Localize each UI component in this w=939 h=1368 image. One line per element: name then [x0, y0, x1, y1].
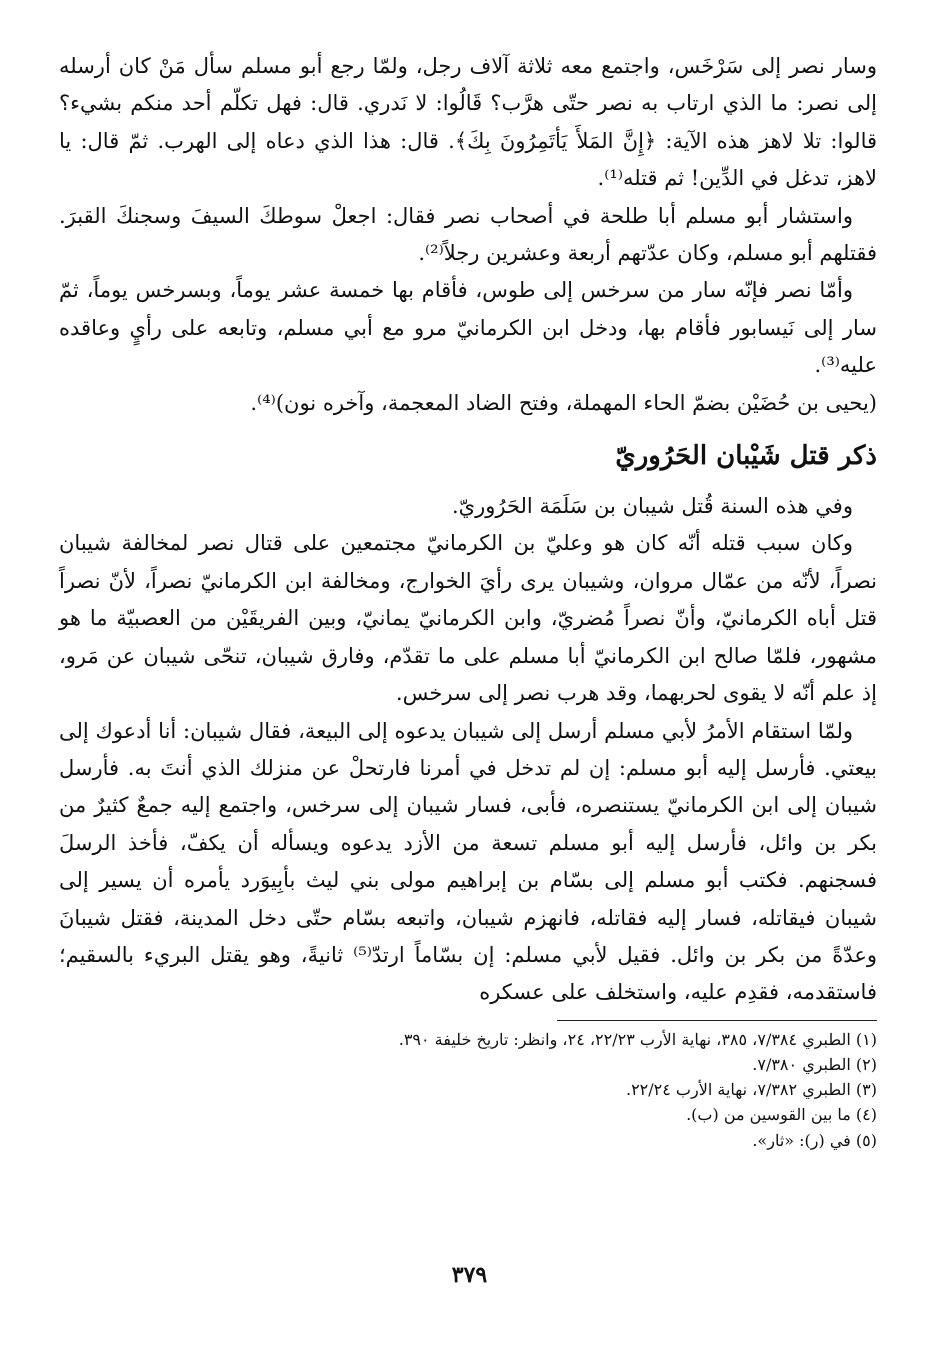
- paragraph-shayban-killed: وفي هذه السنة قُتل شيبان بن سَلَمَة الحَرُوريّ.: [452, 494, 853, 519]
- page-number: ٣٧٩: [451, 1262, 488, 1288]
- section-heading: ذكر قتل شَيْبان الحَرُوريّ: [615, 441, 877, 472]
- paragraph-nasr-to-tus: وأمّا نصر فإنّه سار من سرخس إلى طوس، فأقام بها خمسة عشر يوماً، وبسرخس يوماً، ثمّ سار إلى نَيسابور فأقام بها، ودخل ابن الكرمانيّ مرو مع أبي مسلم، وتابعه على رأيٍ وعاقده عليه⁽³⁾.: [59, 278, 877, 378]
- paragraph-name-note: (يحيى بن حُضَيْن بضمّ الحاء المهملة، وفتح الضاد المعجمة، وآخره نون)⁽⁴⁾.: [250, 390, 877, 415]
- paragraph-abu-talha-advice: واستشار أبو مسلم أبا طلحة في أصحاب نصر فقال: اجعلْ سوطكَ السيفَ وسجنكَ القبرَ. فقتلهم أبو مسلم، وكان عدّتهم أربعة وعشرين رجلاً⁽²⁾.: [59, 203, 877, 266]
- footnote: (٣) الطبري ٧/٣٨٢، نهاية الأرب ٢٢/٢٤.: [625, 1080, 877, 1100]
- footnote-divider: [557, 1020, 877, 1021]
- footnote: (٥) في (ر): «ثار».: [752, 1130, 877, 1150]
- footnote: (١) الطبري ٧/٣٨٤، ٣٨٥، نهاية الأرب ٢٢/٢٣، ٢٤، وانظر: تاريخ خليفة ٣٩٠.: [398, 1029, 877, 1049]
- book-page: [59, 48, 877, 1153]
- footnotes-list: [59, 1027, 877, 1153]
- body-text: [59, 48, 877, 1012]
- paragraph-abu-muslim-letter: ولمّا استقام الأمرُ لأبي مسلم أرسل إلى شيبان يدعوه إلى البيعة، فقال شيبان: أنا أدعوك إلى بيعتي. فأرسل إليه أبو مسلم: إن لم تدخل في أمرنا فارتحلْ عن منزلك الذي أنتَ به. فأرسل شيبان إلى ابن الكرمانيّ يستنصره، فأبى، فسار شيبان إلى سرخس، واجتمع إليه جمعٌ كثيرٌ من بكر بن وائل، فأرسل إليه أبو مسلم تسعة من الأزد يدعوه ويسأله أن يكفّ، فأخذ الرسلَ فسجنهم. فكتب أبو مسلم إلى بسّام بن إبراهيم مولى بني ليث بأبِيوَرد يأمره أن يسير إلى شيبان فيقاتله، فسار إليه فقاتله، فانهزم شيبان، واتبعه بسّام حتّى دخل المدينة، فقتل شيبانَ وعدّةً من بكر بن وائل. فقيل لأبي مسلم: إن بسّاماً ارتدّ⁽⁵⁾ ثانيةً، وهو يقتل البريء بالسقيم؛ فاستقدمه، فقدِم عليه، واستخلف على عسكره: [59, 718, 877, 1005]
- paragraph-cause-of-killing: وكان سبب قتله أنّه كان هو وعليّ بن الكرمانيّ مجتمعين على قتال نصر لمخالفة شيبان نصراً، لأنّه من عمّال مروان، وشيبان يرى رأيَ الخوارج، ومخالفة ابن الكرمانيّ نصراً، لأنّ نصراً قتل أباه الكرمانيّ، وأنّ نصراً مُضريّ، وابن الكرمانيّ يمانيّ، وبين الفريقَيْن من العصبيّة ما هو مشهور، فلمّا صالح ابن الكرمانيّ أبا مسلم على ما تقدّم، وفارق شيبان، تنحّى شيبان عن مَرو، إذ علم أنّه لا يقوى لحربهما، وقد هرب نصر إلى سرخس.: [59, 531, 877, 706]
- footnote: (٢) الطبري ٧/٣٨٠.: [752, 1054, 877, 1074]
- paragraph-nasr-flees: وسار نصر إلى سَرْخَس، واجتمع معه ثلاثة آلاف رجل، ولمّا رجع أبو مسلم سأل مَنْ كان أرسله إلى نصر: ما الذي ارتاب به نصر حتّى هرَّب؟ قَالُوا: لا نَدري. قال: فهل تكلّم أحد منكم بشيء؟ قالوا: تلا لاهز هذه الآية: ﴿إِنَّ المَلأَ يَأتَمِرُونَ بِكَ﴾. قال: هذا الذي دعاه إلى الهرب. ثمّ قال: يا لاهز، تدغل في الدِّين! ثم قتله⁽¹⁾.: [59, 54, 877, 191]
- footnote: (٤) ما بين القوسين من (ب).: [686, 1105, 877, 1125]
